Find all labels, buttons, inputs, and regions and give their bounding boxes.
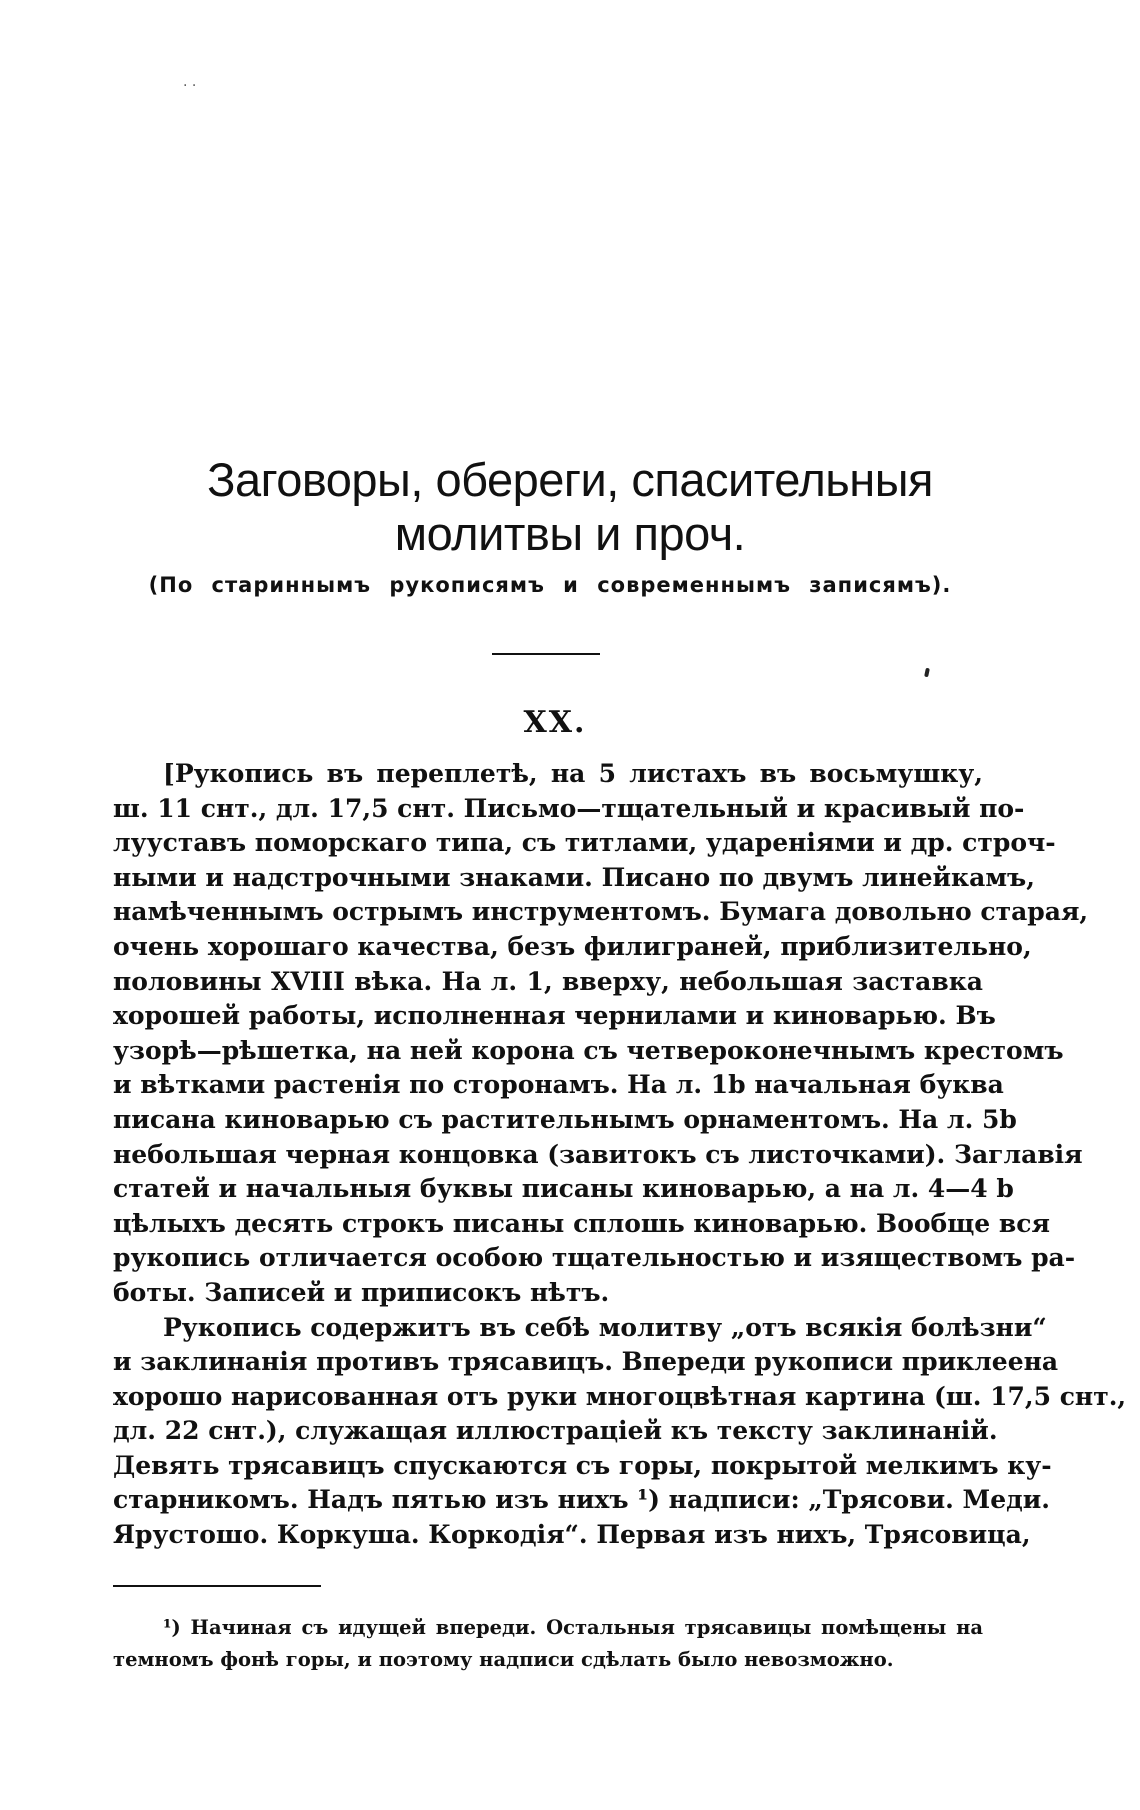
text-line: хорошо нарисованная отъ руки многоцвѣтная картина (ш. 17,5 снт., [113, 1381, 1127, 1411]
text-line: узорѣ—рѣшетка, на ней корона съ четвероконечнымъ крестомъ [113, 1035, 1064, 1065]
text-line: и вѣтками растенія по сторонамъ. На л. 1b начальная буква [113, 1070, 1004, 1100]
footnote [113, 1612, 983, 1676]
paragraph-1 [113, 757, 1089, 1311]
footnote-divider [113, 1585, 321, 1587]
section-number: XX. [523, 705, 587, 740]
text-line: дл. 22 снт.), служащая иллюстраціей къ тексту заклинаній. [113, 1416, 998, 1446]
text-line: Ярустошо. Коркуша. Коркодія“. Первая изъ нихъ, Трясовица, [113, 1520, 1031, 1550]
text-line: хорошей работы, исполненная чернилами и киноварью. Въ [113, 1001, 996, 1031]
title-line-1: Заговоры, обереги, спасительныя [207, 453, 933, 506]
paragraph-2 [113, 1311, 1127, 1553]
text-line: Девять трясавицъ спускаются съ горы, покрытой мелкимъ ку- [113, 1450, 1052, 1480]
text-line: и заклинанія противъ трясавицъ. Впереди рукописи приклеена [113, 1347, 1059, 1377]
stray-mark [924, 668, 930, 678]
text-line: [Рукопись въ переплетѣ, на 5 листахъ въ восьмушку, [163, 759, 983, 788]
footnote-line: темномъ фонѣ горы, и поэтому надписи сдѣлать было невозможно. [113, 1648, 894, 1671]
text-line: рукопись отличается особою тщательностью и изяществомъ ра- [113, 1243, 1076, 1273]
text-line: ными и надстрочными знаками. Писано по двумъ линейкамъ, [113, 862, 1035, 892]
title-divider [492, 653, 600, 655]
text-line: небольшая черная концовка (завитокъ съ листочками). Заглавія [113, 1139, 1083, 1169]
text-line: писана киноварью съ растительнымъ орнаментомъ. На л. 5b [113, 1104, 1017, 1134]
text-line: намѣченнымъ острымъ инструментомъ. Бумага довольно старая, [113, 897, 1089, 927]
body-text [113, 757, 1127, 1553]
footnote-line: ¹) Начиная съ идущей впереди. Остальныя трясавицы помѣщены на [163, 1616, 983, 1639]
text-line: ш. 11 снт., дл. 17,5 снт. Письмо—тщательный и красивый по- [113, 793, 1025, 823]
text-line: очень хорошаго качества, безъ филиграней, приблизительно, [113, 931, 1032, 961]
text-line: старникомъ. Надъ пятью изъ нихъ ¹) надписи: „Трясови. Меди. [113, 1485, 1051, 1515]
text-line: боты. Записей и приписокъ нѣтъ. [113, 1277, 610, 1307]
text-line: половины XVIII вѣка. На л. 1, вверху, небольшая заставка [113, 966, 983, 996]
subtitle: (По стариннымъ рукописямъ и современнымъ записямъ). [148, 573, 952, 597]
corner-mark: · · [183, 78, 197, 94]
text-line: цѣлыхъ десять строкъ писаны сплошь киноварью. Вообще вся [113, 1208, 1050, 1238]
text-line: Рукопись содержитъ въ себѣ молитву „отъ всякія болѣзни“ [163, 1312, 1047, 1342]
title-line-2: молитвы и проч. [394, 507, 746, 560]
text-line: статей и начальныя буквы писаны киноварью, а на л. 4—4 b [113, 1174, 1014, 1204]
text-line: лууставъ поморскаго типа, съ титлами, удареніями и др. строч- [113, 828, 1056, 858]
